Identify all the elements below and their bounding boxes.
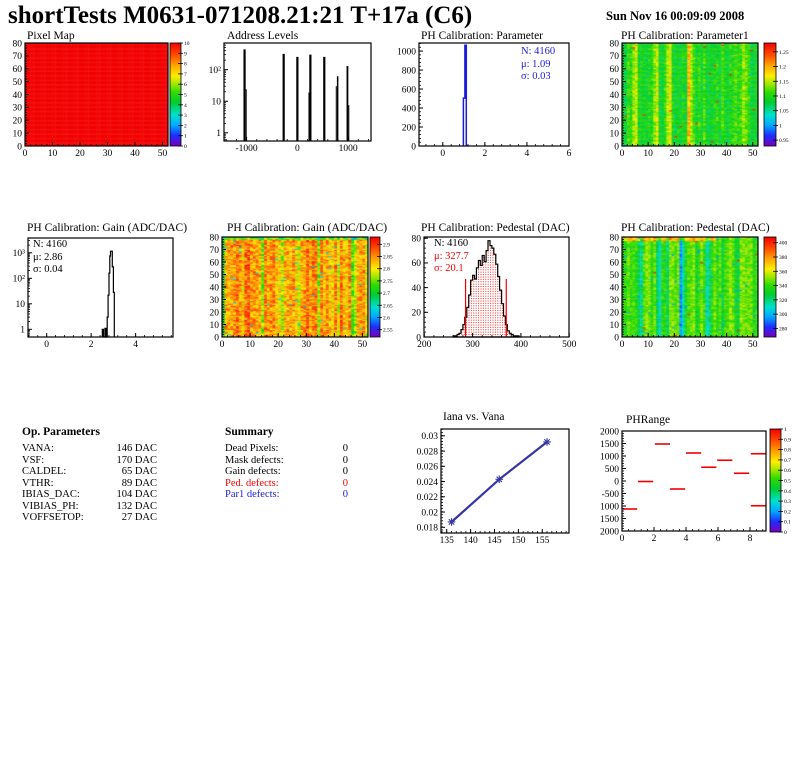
panel-title-pixel-map: Pixel Map	[27, 30, 75, 42]
svg-text:200: 200	[401, 123, 416, 134]
svg-text:0.7: 0.7	[784, 457, 791, 464]
svg-text:0.1: 0.1	[784, 519, 791, 526]
svg-text:6: 6	[715, 534, 721, 544]
svg-text:500: 500	[562, 340, 577, 350]
summary-value: 0	[342, 489, 348, 500]
svg-text:0.95: 0.95	[779, 138, 789, 145]
param-label: IBIAS_DAC:	[22, 489, 80, 500]
summary-title: Summary	[225, 426, 274, 438]
svg-text:360: 360	[779, 269, 788, 276]
svg-text:6: 6	[184, 82, 187, 89]
svg-text:30: 30	[695, 149, 706, 159]
svg-text:0: 0	[184, 144, 187, 150]
panel-title-ped-map: PH Calibration: Pedestal (DAC)	[621, 222, 770, 234]
svg-text:0: 0	[440, 149, 446, 159]
svg-text:2.9: 2.9	[383, 242, 390, 249]
svg-text:20: 20	[411, 308, 421, 319]
svg-text:1: 1	[216, 129, 221, 140]
svg-text:10: 10	[643, 340, 653, 350]
svg-text:0.018: 0.018	[416, 523, 438, 534]
summary-label: Dead Pixels:	[225, 443, 279, 454]
parameter-stats	[521, 46, 555, 84]
svg-text:1000: 1000	[338, 144, 358, 154]
svg-text:-1000: -1000	[235, 144, 258, 154]
svg-text:380: 380	[779, 255, 788, 261]
svg-text:50: 50	[748, 149, 758, 159]
svg-text:-500: -500	[601, 489, 619, 500]
svg-text:20: 20	[12, 116, 22, 127]
svg-text:10: 10	[12, 129, 22, 140]
svg-text:0: 0	[416, 333, 421, 344]
param-value: 27 DAC	[121, 512, 157, 523]
svg-text:0: 0	[619, 340, 625, 350]
svg-text:7: 7	[184, 71, 187, 78]
svg-text:800: 800	[401, 66, 416, 77]
param-row	[22, 466, 157, 478]
svg-text:40: 40	[12, 90, 22, 101]
svg-text:400: 400	[779, 240, 788, 247]
summary-label: Mask defects:	[225, 454, 284, 466]
svg-text:10: 10	[643, 149, 653, 159]
svg-text:0.4: 0.4	[784, 488, 791, 495]
op-parameters-title: Op. Parameters	[22, 426, 100, 438]
svg-text:2.75: 2.75	[383, 278, 393, 285]
svg-text:20: 20	[75, 149, 85, 159]
panel-title-gain-map: PH Calibration: Gain (ADC/DAC)	[227, 222, 388, 234]
panel-address-levels	[209, 43, 371, 154]
svg-text:40: 40	[411, 283, 421, 294]
svg-text:6: 6	[566, 149, 572, 159]
svg-text:50: 50	[157, 149, 168, 159]
svg-text:145: 145	[487, 536, 502, 546]
param-row	[22, 512, 157, 524]
svg-text:1.25: 1.25	[779, 49, 789, 56]
svg-text:3: 3	[184, 113, 187, 120]
panel-gain-map	[210, 233, 393, 350]
svg-text:10: 10	[47, 149, 58, 159]
param-label: VIBIAS_PH:	[22, 500, 79, 512]
panel-title-address-levels: Address Levels	[227, 30, 299, 42]
stat-mean: μ: 1.09	[521, 58, 551, 70]
svg-text:20: 20	[209, 308, 219, 319]
param-label: VANA:	[22, 443, 54, 454]
panel-phrange	[600, 427, 791, 544]
svg-text:60: 60	[411, 259, 421, 270]
gain-stats	[33, 239, 67, 277]
svg-text:2.7: 2.7	[383, 291, 390, 298]
stat-mean: μ: 327.7	[434, 250, 469, 262]
panel-ped-map	[610, 233, 788, 350]
param-value: 146 DAC	[116, 443, 157, 454]
param-value: 170 DAC	[116, 454, 157, 466]
svg-text:1000: 1000	[600, 502, 619, 513]
page-title: shortTests M0631-071208.21:21 T+17a (C6)	[8, 2, 473, 29]
svg-text:2000: 2000	[600, 427, 619, 438]
panel-title-gain-hist: PH Calibration: Gain (ADC/DAC)	[27, 222, 188, 234]
panel-title-iana-vana: Iana vs. Vana	[443, 411, 505, 423]
svg-text:0: 0	[614, 333, 619, 344]
svg-text:340: 340	[779, 283, 788, 290]
svg-text:60: 60	[12, 65, 22, 76]
summary-row	[225, 478, 348, 490]
svg-text:2: 2	[651, 534, 657, 544]
svg-text:80: 80	[12, 39, 22, 50]
svg-text:50: 50	[12, 77, 22, 88]
svg-text:9: 9	[184, 51, 187, 58]
svg-text:50: 50	[357, 340, 368, 350]
svg-text:30: 30	[609, 103, 619, 114]
svg-text:50: 50	[609, 270, 619, 281]
svg-text:40: 40	[329, 340, 340, 350]
svg-text:0.3: 0.3	[784, 499, 791, 506]
param-row	[22, 443, 157, 455]
svg-text:80: 80	[411, 234, 421, 245]
param-value: 104 DAC	[116, 489, 157, 500]
svg-text:0: 0	[44, 340, 50, 350]
panel-title-phrange: PHRange	[626, 414, 671, 426]
svg-text:10: 10	[209, 320, 219, 331]
svg-text:0: 0	[17, 142, 22, 153]
param-value: 89 DAC	[121, 477, 157, 489]
report-timestamp: Sun Nov 16 00:09:09 2008	[606, 9, 745, 23]
svg-text:0: 0	[22, 149, 28, 159]
param-value: 132 DAC	[116, 500, 157, 512]
svg-text:0: 0	[294, 144, 300, 154]
summary-row	[225, 443, 348, 455]
panel-iana-vana	[417, 429, 569, 546]
svg-text:0.02: 0.02	[421, 508, 438, 519]
summary-value: 0	[342, 477, 348, 489]
op-parameters-block	[22, 426, 157, 524]
svg-text:40: 40	[609, 283, 619, 294]
summary-label: Ped. defects:	[225, 477, 279, 489]
svg-text:2.85: 2.85	[383, 254, 393, 261]
svg-text:0: 0	[411, 142, 416, 153]
panel-title-ped-hist: PH Calibration: Pedestal (DAC)	[421, 222, 570, 234]
svg-text:4: 4	[524, 149, 530, 159]
summary-value: 0	[342, 466, 348, 477]
svg-text:0: 0	[214, 333, 219, 344]
svg-text:50: 50	[209, 270, 219, 281]
svg-text:30: 30	[209, 295, 219, 306]
param-value: 65 DAC	[121, 466, 157, 477]
stat-sigma: σ: 20.1	[434, 263, 464, 275]
svg-text:1.1: 1.1	[779, 93, 786, 100]
svg-text:135: 135	[439, 536, 454, 546]
svg-text:1.15: 1.15	[779, 79, 789, 86]
svg-text:1000: 1000	[600, 452, 619, 463]
svg-text:50: 50	[609, 77, 619, 88]
svg-text:280: 280	[779, 326, 788, 333]
svg-text:0.5: 0.5	[784, 478, 791, 485]
svg-text:20: 20	[669, 149, 680, 159]
svg-text:4: 4	[184, 102, 187, 109]
stat-mean: μ: 2.86	[33, 251, 63, 263]
svg-text:1: 1	[784, 427, 787, 433]
svg-text:60: 60	[609, 258, 619, 269]
svg-text:1: 1	[20, 325, 25, 336]
svg-text:320: 320	[779, 297, 788, 304]
svg-text:600: 600	[401, 85, 416, 96]
svg-text:2000: 2000	[600, 527, 619, 538]
stat-sigma: σ: 0.04	[33, 264, 63, 276]
svg-text:30: 30	[695, 340, 706, 350]
panel-pixel-map	[13, 39, 190, 159]
param-row	[22, 455, 157, 467]
svg-text:10: 10	[609, 320, 619, 331]
svg-text:10: 10	[184, 41, 190, 47]
summary-row	[225, 455, 348, 467]
panel-title-ph-parameter1: PH Calibration: Parameter1	[621, 30, 749, 42]
svg-text:150: 150	[511, 536, 526, 546]
pedestal-stats	[434, 238, 469, 276]
svg-text:2: 2	[482, 149, 488, 159]
svg-text:0: 0	[784, 530, 787, 536]
svg-text:40: 40	[209, 283, 219, 294]
svg-text:70: 70	[609, 245, 619, 256]
svg-text:1.05: 1.05	[779, 108, 789, 115]
svg-text:10: 10	[245, 340, 255, 350]
svg-text:0: 0	[614, 142, 619, 153]
svg-text:0.6: 0.6	[784, 468, 791, 475]
svg-text:80: 80	[609, 233, 619, 244]
summary-label: Par1 defects:	[225, 489, 280, 500]
svg-text:10: 10	[15, 300, 25, 311]
svg-text:400: 400	[401, 104, 416, 115]
svg-text:60: 60	[609, 65, 619, 76]
svg-text:2: 2	[88, 340, 94, 350]
svg-text:60: 60	[209, 258, 219, 269]
svg-text:300: 300	[465, 340, 480, 350]
svg-text:10: 10	[609, 129, 619, 140]
svg-text:2.8: 2.8	[383, 266, 390, 273]
svg-text:1500: 1500	[600, 514, 619, 525]
svg-text:20: 20	[273, 340, 283, 350]
svg-text:0.03: 0.03	[421, 432, 438, 443]
svg-text:70: 70	[209, 245, 219, 256]
stat-entries: N: 4160	[33, 239, 68, 250]
svg-text:5: 5	[184, 92, 187, 99]
svg-text:30: 30	[12, 103, 22, 114]
summary-value: 0	[342, 443, 348, 454]
stat-entries: N: 4160	[521, 46, 556, 57]
svg-text:140: 140	[463, 536, 478, 546]
svg-text:1000: 1000	[397, 47, 416, 58]
stat-sigma: σ: 0.03	[521, 71, 551, 83]
svg-text:70: 70	[609, 52, 619, 63]
stat-entries: N: 4160	[434, 238, 469, 249]
svg-text:1500: 1500	[600, 439, 619, 450]
summary-value: 0	[342, 454, 348, 466]
svg-text:0: 0	[219, 340, 225, 350]
svg-text:0.024: 0.024	[416, 477, 438, 488]
svg-text:4: 4	[683, 534, 689, 544]
svg-text:300: 300	[779, 312, 788, 319]
svg-text:0.022: 0.022	[416, 493, 438, 504]
svg-text:8: 8	[747, 534, 753, 544]
summary-block	[225, 426, 348, 501]
svg-text:40: 40	[721, 149, 732, 159]
svg-text:2.6: 2.6	[383, 315, 390, 322]
svg-text:40: 40	[130, 149, 140, 159]
summary-row	[225, 466, 348, 478]
param-label: CALDEL:	[22, 466, 67, 477]
svg-text:20: 20	[669, 340, 680, 350]
svg-text:0.028: 0.028	[416, 447, 438, 458]
svg-text:40: 40	[609, 90, 619, 101]
panel-ph-parameter1	[610, 39, 789, 159]
svg-text:0: 0	[614, 477, 619, 488]
svg-text:155: 155	[535, 536, 550, 546]
svg-text:1: 1	[184, 133, 187, 140]
svg-text:2.65: 2.65	[383, 303, 393, 310]
summary-row	[225, 489, 348, 501]
svg-text:0.026: 0.026	[416, 462, 438, 473]
param-label: VOFFSETOP:	[22, 512, 84, 523]
svg-text:0.2: 0.2	[784, 509, 791, 516]
svg-text:0.9: 0.9	[784, 437, 791, 444]
param-label: VTHR:	[22, 477, 54, 489]
param-row	[22, 501, 157, 513]
svg-text:30: 30	[102, 149, 113, 159]
svg-text:1.2: 1.2	[779, 64, 786, 71]
svg-text:30: 30	[301, 340, 311, 350]
svg-text:0.8: 0.8	[784, 447, 791, 454]
svg-text:200: 200	[417, 340, 432, 350]
param-label: VSF:	[22, 454, 45, 466]
svg-text:2: 2	[184, 123, 187, 130]
svg-text:70: 70	[12, 52, 22, 63]
param-row	[22, 489, 157, 501]
svg-text:1: 1	[779, 123, 782, 130]
svg-text:80: 80	[209, 233, 219, 244]
svg-text:8: 8	[184, 61, 187, 68]
svg-text:50: 50	[748, 340, 758, 350]
panel-title-ph-parameter: PH Calibration: Parameter	[421, 30, 543, 42]
svg-text:2.55: 2.55	[383, 327, 393, 334]
svg-text:10²: 10²	[208, 65, 221, 76]
svg-text:40: 40	[721, 340, 732, 350]
svg-text:20: 20	[609, 116, 619, 127]
svg-text:0: 0	[619, 534, 625, 544]
svg-text:20: 20	[609, 308, 619, 319]
svg-text:10²: 10²	[12, 274, 25, 285]
svg-text:500: 500	[604, 464, 619, 475]
svg-text:10³: 10³	[12, 249, 25, 260]
svg-text:30: 30	[609, 295, 619, 306]
svg-text:0: 0	[619, 149, 625, 159]
svg-text:80: 80	[609, 39, 619, 50]
svg-text:10: 10	[211, 97, 221, 108]
svg-text:400: 400	[513, 340, 529, 350]
param-row	[22, 478, 157, 490]
summary-label: Gain defects:	[225, 466, 281, 477]
svg-text:4: 4	[133, 340, 139, 350]
